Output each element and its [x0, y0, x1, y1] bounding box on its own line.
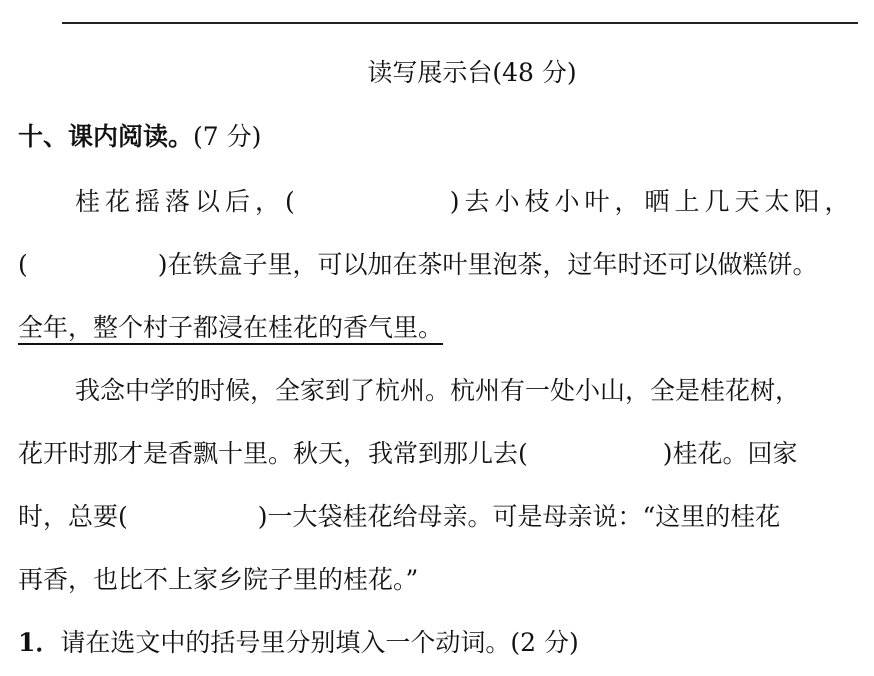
sub-question-number: 1． [18, 628, 61, 657]
passage-line-1-part-b: )去小枝小叶，晒上几天太阳， [449, 187, 855, 216]
passage-line-5-part-b: )桂花。回家 [662, 439, 798, 468]
passage-line-5-part-a: 花开时那才是香飘十里。秋天，我常到那儿去( [18, 439, 528, 468]
passage-line-5 [18, 437, 798, 471]
passage-line-2 [18, 248, 818, 282]
passage-underlined-sentence: 全年，整个村子都浸在桂花的香气里。 [18, 313, 444, 342]
question-heading [18, 120, 261, 154]
passage-line-2-part-b: )在铁盒子里，可以加在茶叶里泡茶，过年时还可以做糕饼。 [157, 250, 818, 279]
sub-question-text: 请在选文中的括号里分别填入一个动词。(2 分) [60, 628, 579, 657]
top-divider [62, 22, 858, 24]
question-points: (7 分) [193, 122, 262, 151]
passage-line-6-part-b: )一大袋桂花给母亲。可是母亲说：“这里的桂花 [257, 502, 781, 531]
passage-line-6-part-a: 时，总要( [18, 502, 128, 531]
passage-line-7: 再香，也比不上家乡院子里的桂花。” [18, 565, 419, 594]
section-title: 读写展示台(48 分) [367, 58, 577, 87]
passage-line-1 [75, 185, 855, 219]
passage-line-4: 我念中学的时候，全家到了杭州。杭州有一处小山，全是桂花树， [75, 376, 801, 405]
sub-question-1 [18, 626, 579, 660]
passage-line-6 [18, 500, 780, 534]
question-number-label: 十、课内阅读。 [18, 122, 194, 151]
passage-line-2-part-a: ( [18, 250, 28, 279]
passage-line-1-part-a: 桂花摇落以后，( [75, 187, 300, 216]
